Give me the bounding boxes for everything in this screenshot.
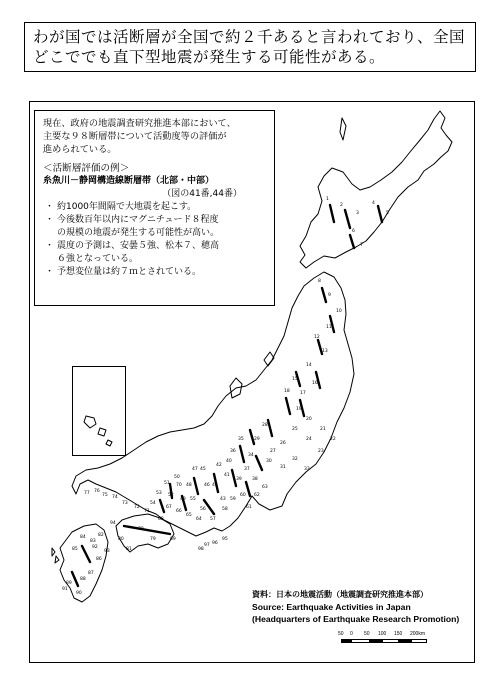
headline-line-2: どこででも直下型地震が発生する可能性がある。	[33, 48, 386, 66]
fault-number-label: 92	[92, 545, 98, 550]
fault-number-label: 32	[292, 457, 298, 462]
fault-number-label: 97	[204, 543, 210, 548]
fault-line	[246, 482, 250, 496]
fault-number-label: 29	[254, 437, 260, 442]
fault-number-label: 50	[174, 475, 180, 480]
fault-number-label: 65	[186, 513, 192, 518]
fault-number-label: 28	[262, 423, 268, 428]
fault-number-label: 53	[156, 491, 162, 496]
bullet-mark: ・	[45, 267, 55, 277]
scale-label: 0	[350, 631, 353, 637]
fault-number-label: 72	[134, 505, 140, 510]
scale-label: 150	[394, 631, 403, 637]
fault-number-label: 52	[168, 493, 174, 498]
info-box	[34, 110, 275, 306]
fault-number-label: 9	[328, 293, 331, 298]
fault-number-label: 76	[94, 489, 100, 494]
fault-number-label: 56	[200, 507, 206, 512]
fault-number-label: 57	[210, 517, 216, 522]
fault-line	[72, 572, 78, 586]
fault-number-label: 37	[244, 467, 250, 472]
fault-number-label: 34	[248, 453, 254, 458]
fault-number-label: 31	[280, 465, 286, 470]
bullet-mark: ・	[45, 241, 55, 251]
fault-number-label: 40	[226, 459, 232, 464]
fault-number-label: 18	[284, 389, 290, 394]
fault-number-label: 17	[300, 391, 306, 396]
fault-number-label: 74	[112, 495, 118, 500]
list-item	[43, 214, 266, 227]
fault-number-label: 11	[326, 325, 332, 330]
fault-number-label: 12	[314, 335, 320, 340]
fault-number-label: 16	[312, 381, 318, 386]
fault-line	[286, 398, 290, 414]
fault-number-label: 70	[176, 483, 182, 488]
fault-number-label: 79	[150, 537, 156, 542]
scale-bar-graphic	[341, 639, 427, 643]
list-item-text: 予想変位量は約７ｍとされている。	[57, 267, 202, 277]
fault-number-label: 20	[306, 417, 312, 422]
fault-number-label: 10	[336, 309, 342, 314]
hokkaido-outline	[300, 111, 452, 268]
fault-number-label: 93	[104, 549, 110, 554]
intro-line-3: 進められている。	[43, 144, 117, 155]
fault-number-label: 89	[66, 581, 72, 586]
list-item	[43, 253, 266, 266]
fault-number-label: 38	[252, 477, 258, 482]
scale-segment	[369, 640, 383, 642]
fault-number-label: 47	[192, 467, 198, 472]
fault-number-label: 58	[222, 507, 228, 512]
fault-number-label: 78	[138, 527, 144, 532]
scale-segment	[398, 640, 412, 642]
scale-label: 50	[364, 631, 370, 637]
list-item	[43, 266, 266, 279]
scale-label: 50	[338, 631, 344, 637]
fault-number-label: 54	[150, 501, 156, 506]
fault-number-label: 35	[238, 437, 244, 442]
fault-number-label: 13	[322, 349, 328, 354]
fault-number-label: 41	[224, 473, 230, 478]
fault-number-label: 68	[158, 517, 164, 522]
fault-number-label: 64	[196, 517, 202, 522]
fault-number-label: 15	[292, 377, 298, 382]
bullet-mark: ・	[45, 202, 55, 212]
list-item-text: 約1000年間隔で大地震を起こす。	[57, 202, 197, 212]
fault-line	[160, 500, 164, 512]
fault-number-label: 87	[88, 571, 94, 576]
fault-number-label: 73	[122, 501, 128, 506]
fault-number-label: 83	[90, 539, 96, 544]
scale-label: 100	[378, 631, 387, 637]
fault-line	[330, 205, 334, 222]
fault-number-label: 66	[176, 509, 182, 514]
fault-number-label: 44	[212, 483, 218, 488]
inset-map-box	[72, 366, 126, 456]
fault-line	[256, 456, 262, 470]
fault-line	[82, 546, 90, 562]
fault-number-label: 1	[326, 197, 329, 202]
fault-number-label: 85	[72, 547, 78, 552]
fault-number-label: 4	[372, 201, 375, 206]
fault-line	[194, 478, 198, 494]
headline-line-1: わが国では活断層が全国で約２千あると言われており、全国	[33, 28, 466, 46]
fault-number-label: 95	[222, 537, 228, 542]
fault-number-label: 81	[126, 547, 132, 552]
fault-number-label: 96	[212, 541, 218, 546]
fault-number-label: 43	[220, 497, 226, 502]
list-item-text: の規模の地震が発生する可能性が高い。	[57, 228, 220, 238]
fault-line	[124, 526, 170, 534]
fault-number-label: 80	[118, 537, 124, 542]
fault-number-label: 86	[96, 557, 102, 562]
list-item	[43, 201, 266, 214]
fault-number-label: 67	[166, 505, 172, 510]
fault-number-label: 21	[320, 427, 326, 432]
fault-number-label: 24	[306, 437, 312, 442]
list-item	[43, 240, 266, 253]
fault-number-label: 84	[80, 535, 86, 540]
fault-line	[240, 446, 244, 462]
fault-number-label: 60	[240, 493, 246, 498]
fault-number-label: 69	[170, 537, 176, 542]
fault-number-label: 77	[84, 491, 90, 496]
list-item	[43, 227, 266, 240]
intro-line-2: 主要な９８断層帯について活動度等の評価が	[43, 131, 227, 142]
fault-number-label: 59	[230, 497, 236, 502]
fault-number-label: 5	[386, 211, 389, 216]
fault-line	[322, 288, 326, 302]
fault-number-label: 42	[216, 463, 222, 468]
fault-number-label: 3	[356, 211, 359, 216]
fault-number-label: 25	[292, 427, 298, 432]
fault-reference: （図の41番,44番）	[162, 189, 242, 199]
fault-number-label: 49	[180, 497, 186, 502]
fault-number-label: 22	[330, 437, 336, 442]
fault-number-label: 7	[360, 243, 363, 248]
fault-number-label: 2	[340, 203, 343, 208]
fault-number-label: 62	[254, 493, 260, 498]
list-item-text: 震度の予測は、安曇５強、松本７、穂高	[57, 241, 220, 251]
fault-number-label: 46	[204, 483, 210, 488]
fault-number-label: 8	[318, 279, 321, 284]
fault-number-label: 55	[190, 497, 196, 502]
fault-number-label: 19	[296, 407, 302, 412]
scale-segment	[342, 640, 352, 642]
fault-number-label: 63	[262, 485, 268, 490]
fault-number-label: 98	[198, 547, 204, 552]
fault-number-label: 27	[270, 449, 276, 454]
fault-line	[268, 420, 272, 436]
fault-number-label: 30	[266, 459, 272, 464]
credit-japanese: 資料：日本の地震活動（地震調査研究推進本部）	[252, 590, 428, 599]
fault-name: 糸魚川－静岡構造線断層帯（北部・中部）	[43, 176, 215, 186]
fault-number-label: 39	[236, 477, 242, 482]
fault-number-label: 33	[304, 467, 310, 472]
list-item-text: ６強となっている。	[57, 254, 139, 264]
fault-number-label: 6	[352, 229, 355, 234]
bullet-mark: ・	[45, 215, 55, 225]
fault-number-label: 23	[318, 449, 324, 454]
fault-number-label: 48	[186, 483, 192, 488]
source-credit	[252, 589, 459, 625]
fault-number-label: 91	[62, 587, 68, 592]
fault-number-label: 94	[110, 521, 116, 526]
example-title: ＜活断層評価の例＞	[43, 163, 130, 174]
fault-number-label: 51	[164, 481, 170, 486]
fault-number-label: 14	[306, 363, 312, 368]
sakhalin-tip	[340, 118, 346, 140]
goto-islands	[52, 548, 59, 563]
fault-number-label: 61	[246, 505, 252, 510]
fault-line	[345, 210, 350, 228]
fault-number-label: 71	[144, 509, 150, 514]
fault-number-label: 26	[280, 441, 286, 446]
fault-number-label: 88	[80, 577, 86, 582]
fault-number-label: 90	[76, 591, 82, 596]
list-item-text: 今後数百年以内にマグニチュード８程度	[57, 215, 219, 225]
fault-line	[350, 235, 354, 248]
scale-bar	[338, 631, 430, 649]
fault-number-label: 75	[102, 493, 108, 498]
credit-english-2: (Headquarters of Earthquake Research Promotion)	[252, 614, 460, 624]
fault-line	[378, 206, 382, 222]
evaluation-list	[43, 201, 266, 279]
intro-line-1: 現在、政府の地震調査研究推進本部において、	[43, 118, 236, 129]
scale-label: 200km	[410, 631, 426, 637]
fault-number-label: 82	[98, 533, 104, 538]
fault-number-label: 45	[200, 467, 206, 472]
credit-english-1: Source: Earthquake Activities in Japan	[252, 602, 411, 612]
fault-number-label: 36	[230, 449, 236, 454]
